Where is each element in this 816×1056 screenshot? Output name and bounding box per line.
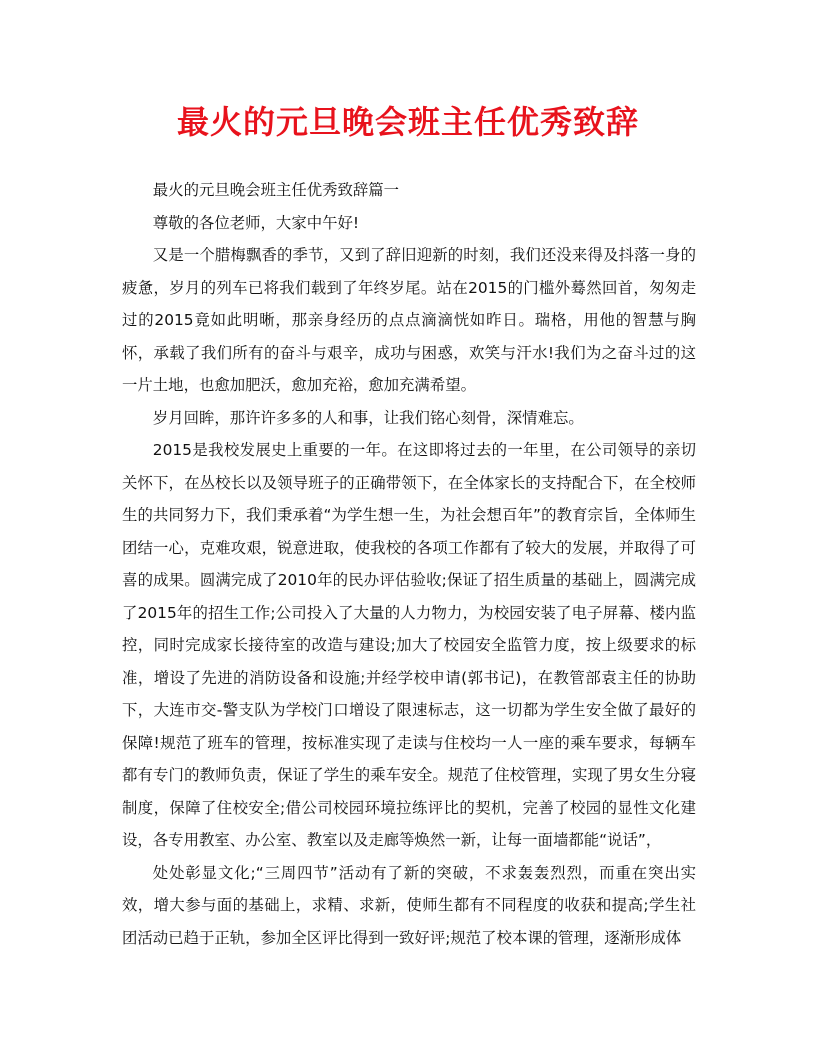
document-title: 最火的元旦晚会班主任优秀致辞	[176, 103, 639, 141]
paragraph-greeting: 尊敬的各位老师，大家中午好!	[152, 213, 360, 232]
paragraph-achievements: 2015是我校发展史上重要的一年。在这即将过去的一年里，在公司领导的亲切关怀下，在丛校长以及领导班子的正确带领下，在全体家长的支持配合下，在全校师生的共同努力下，我们秉承着“为学生想一生，为社会想百年”的教育宗旨，全体师生团结一心，克难攻艰，锐意进取，使我校的各项工作都有了较大的发展，并取得了可喜的成果。圆满完成了2010年的民办评估验收;保证了招生质量的基础上，圆满完成了2015年的招生工作;公司投入了大量的人力物力，为校园安装了电子屏幕、楼内监控，同时完成家长接待室的改造与建设;加大了校园安全监管力度，按上级要求的标准，增设了先进的消防设备和设施;并经学校申请(郭书记)，在教管部袁主任的协助下，大连市交-警支队为学校门口增设了限速标志，这一切都为学生安全做了最好的保障!规范了班车的管理，按标准实现了走读与住校均一人一座的乘车要求，每辆车都有专门的教师负责，保证了学生的乘车安全。规范了住校管理，实现了男女生分寝制度，保障了住校安全;借公司校园环境拉练评比的契机，完善了校园的显性文化建设，各专用教室、办公室、教室以及走廊等焕然一新，让每一面墙都能“说话”，	[122, 441, 696, 849]
paragraph-opening: 又是一个腊梅飘香的季节，又到了辞旧迎新的时刻，我们还没来得及抖落一身的疲惫，岁月的列车已将我们载到了年终岁尾。站在2015的门槛外蓦然回首，匆匆走过的2015竟如此明晰，那亲身经历的点点滴滴恍如昨日。瑞格，用他的智慧与胸怀，承载了我们所有的奋斗与艰辛，成功与困惑，欢笑与汗水!我们为之奋斗过的这一片土地，也愈加肥沃，愈加充裕，愈加充满希望。	[122, 246, 696, 394]
paragraph-section-heading: 最火的元旦晚会班主任优秀致辞篇一	[152, 181, 400, 199]
paragraph-reflection: 岁月回眸，那许许多多的人和事，让我们铭心刻骨，深情难忘。	[152, 408, 584, 427]
paragraph-culture: 处处彰显文化;“三周四节”活动有了新的突破，不求轰轰烈烈，而重在突出实效，增大参与面的基础上，求精、求新，使师生都有不同程度的收获和提高;学生社团活动已趋于正轨，参加全区评比得到一致好评;规范了校本课的管理，逐渐形成体	[122, 863, 696, 947]
document-body	[122, 174, 696, 954]
